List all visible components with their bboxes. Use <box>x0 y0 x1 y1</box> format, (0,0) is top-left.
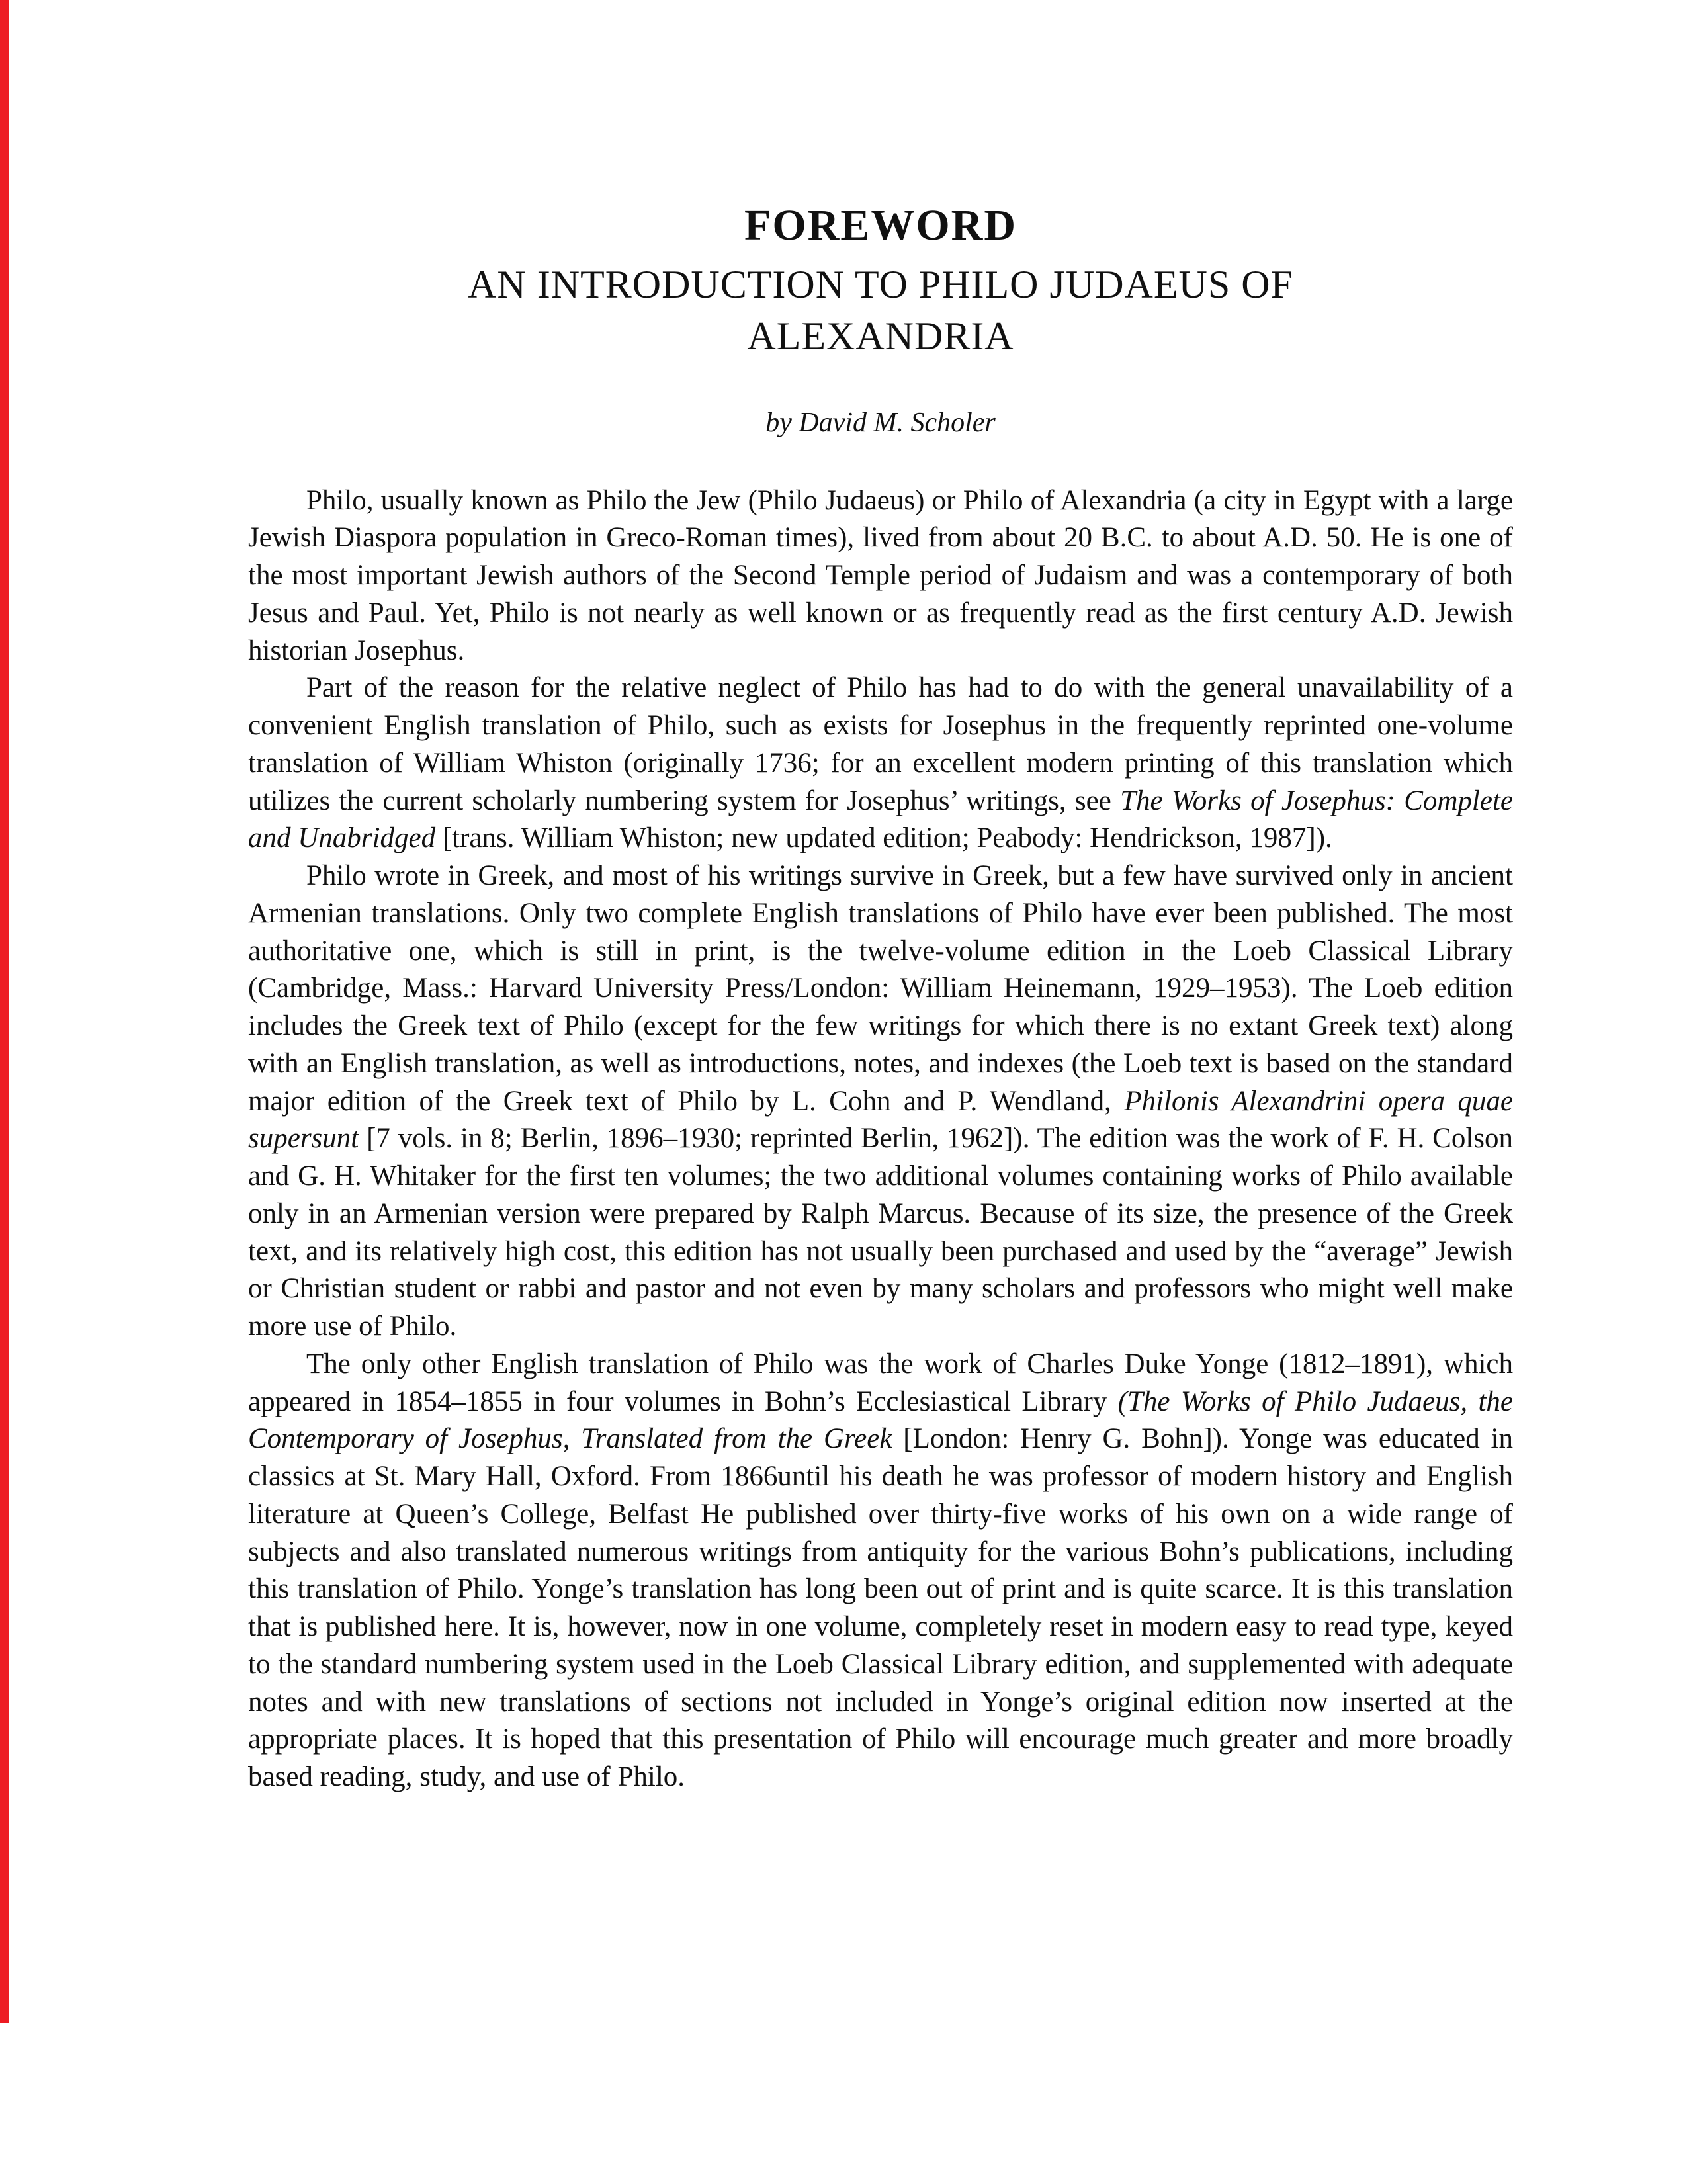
paragraph <box>248 857 1513 1346</box>
text-segment: Philo wrote in Greek, and most of his writings survive in Greek, but a few have survived only in ancient Armenian translations. Only two complete English translations of Philo have ever been published. The most authoritative one, which is still in print, is the twelve-volume edition in the Loeb Classical Library (Cambridge, Mass.: Harvard University Press/London: William Heinemann, 1929–1953). The Loeb edition includes the Greek text of Philo (except for the few writings for which there is no extant Greek text) along with an English translation, as well as introductions, notes, and indexes (the Loeb text is based on the standard major edition of the Greek text of Philo by L. Cohn and P. Wendland, <box>248 860 1513 1117</box>
subtitle-line: ALEXANDRIA <box>747 314 1014 358</box>
text-segment: [London: Henry G. Bohn]). Yonge was educated in classics at St. Mary Hall, Oxford. From 1866until his death he was professor of modern history and English literature at Queen’s College, Belfast He published over thirty-five works of his own on a wide range of subjects and also translated numerous writings from antiquity for the various Bohn’s publications, including this translation of Philo. Yonge’s translation has long been out of print and is quite scarce. It is this translation that is published here. It is, however, now in one volume, completely reset in modern easy to read type, keyed to the standard numbering system used in the Loeb Classical Library edition, and supplemented with adequate notes and with new translations of sections not included in Yonge’s original edition now inserted at the appropriate places. It is hoped that this presentation of Philo will encourage much greater and more broadly based reading, study, and use of Philo. <box>248 1423 1513 1792</box>
page-content <box>248 198 1513 1796</box>
paragraph <box>248 482 1513 670</box>
text-segment: [7 vols. in 8; Berlin, 1896–1930; reprinted Berlin, 1962]). The edition was the work of F. H. Colson and G. H. Whitaker for the first ten volumes; the two additional volumes containing works of Philo available only in an Armenian version were prepared by Ralph Marcus. Because of its size, the presence of the Greek text, and its relatively high cost, this edition has not usually been purchased and used by the “average” Jewish or Christian student or rabbi and pastor and not even by many scholars and professors who might well make more use of Philo. <box>248 1123 1513 1342</box>
page-subtitle <box>248 259 1513 362</box>
text-segment: The only other English translation of Philo was the work of Charles Duke Yonge (1812–1891), which appeared in 1854–1855 in four volumes in Bohn’s Ecclesiastical Library <box>248 1348 1513 1417</box>
byline: by David M. Scholer <box>765 407 996 438</box>
paragraph <box>248 1346 1513 1796</box>
text-segment: [trans. William Whiston; new updated edition; Peabody: Hendrickson, 1987]). <box>435 822 1332 854</box>
page-title: FOREWORD <box>744 201 1017 249</box>
italic-text-segment: (The Works of Philo Judaeus, the Contemporary of Josephus, Translated from the Greek <box>248 1385 1513 1455</box>
body-text <box>248 482 1513 1796</box>
paragraph <box>248 670 1513 857</box>
text-segment: Part of the reason for the relative neglect of Philo has had to do with the general unavailability of a convenient English translation of Philo, such as exists for Josephus in the frequently reprinted one-volume translation of William Whiston (originally 1736; for an excellent modern printing of this translation which utilizes the current scholarly numbering system for Josephus’ writings, see <box>248 672 1513 816</box>
italic-text-segment: The Works of Josephus: Complete and Unabridged <box>248 785 1513 854</box>
subtitle-line: AN INTRODUCTION TO PHILO JUDAEUS OF <box>468 262 1293 306</box>
italic-text-segment: Philonis Alexandrini opera quae supersunt <box>248 1085 1514 1155</box>
left-margin-accent-bar <box>0 0 9 2023</box>
text-segment: Philo, usually known as Philo the Jew (Philo Judaeus) or Philo of Alexandria (a city in Egypt with a large Jewish Diaspora population in Greco-Roman times), lived from about 20 B.C. to about A.D. 50. He is one of the most important Jewish authors of the Second Temple period of Judaism and was a contemporary of both Jesus and Paul. Yet, Philo is not nearly as well known or as frequently read as the first century A.D. Jewish historian Josephus. <box>248 484 1513 666</box>
